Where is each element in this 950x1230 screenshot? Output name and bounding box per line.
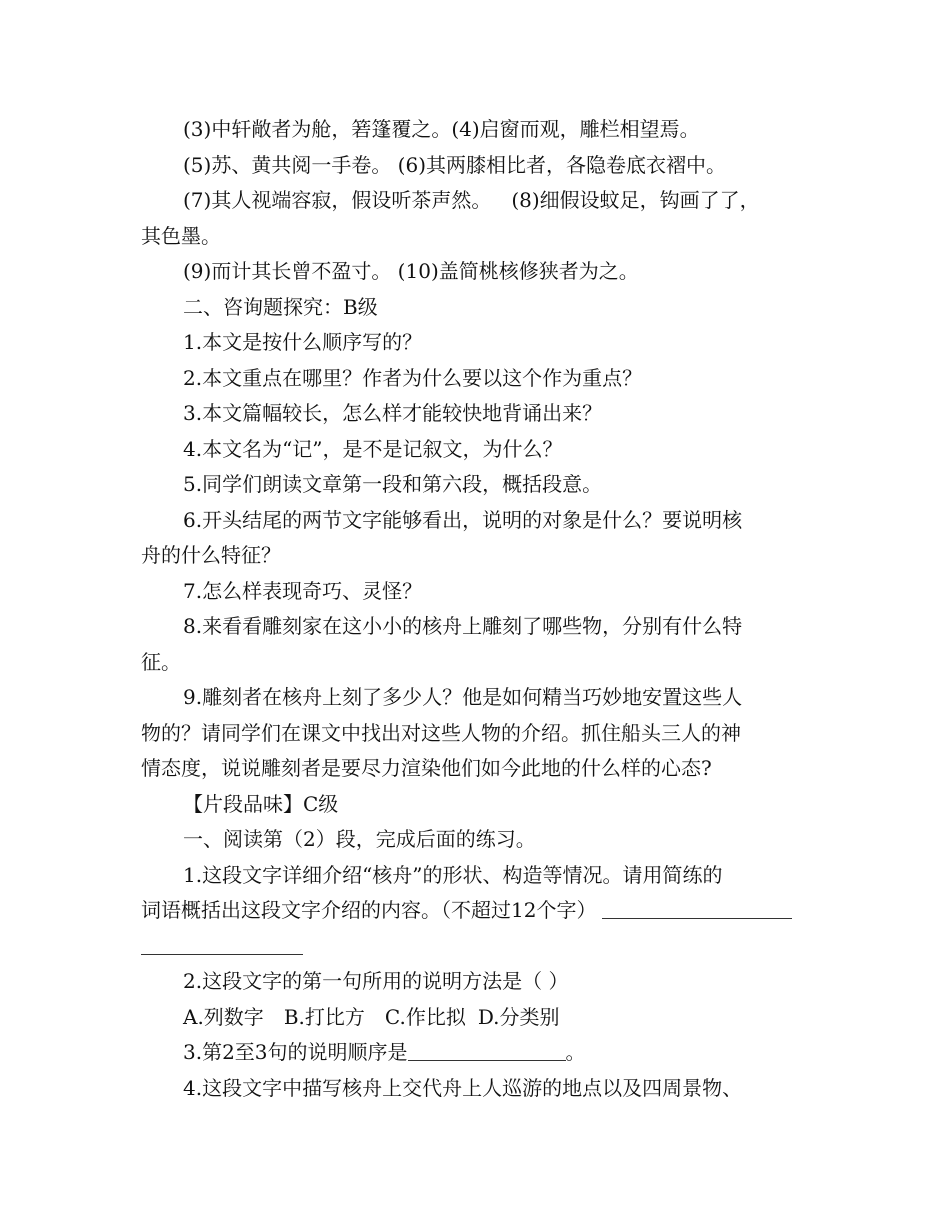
question-line (141, 716, 816, 752)
line-text: 【片段品味】C级 (183, 791, 339, 816)
option-b: B.打比方 (283, 1004, 365, 1029)
line-text: 3.本文篇幅较长，怎么样才能较快地背诵出来？ (183, 401, 603, 425)
line-text: 征。 (141, 649, 181, 674)
line-text: 4.本文名为“记”，是不是记叙文，为什么？ (183, 436, 563, 461)
line-text: 词语概括出这段文字介绍的内容。（不超过12个字） (141, 898, 597, 922)
line-text: 7.怎么样表现奇巧、灵怪？ (183, 578, 423, 603)
section-heading (141, 787, 816, 823)
line-text: 3.第2至3句的说明顺序是 (183, 1040, 408, 1064)
question-line (141, 361, 816, 397)
option-d: D.分类别 (477, 1004, 560, 1029)
line-text: 二、咨询题探究：B级 (183, 294, 378, 319)
question-line (141, 467, 816, 503)
line-text: (5)苏、黄共阅一手卷。 (6)其两膝相比者，各隐卷底衣褶中。 (183, 152, 727, 177)
text-line (141, 254, 816, 290)
section-heading (141, 822, 816, 858)
line-text: (7)其人视端容寂，假设听茶声然。 (183, 188, 492, 212)
line-text: 2.这段文字的第一句所用的说明方法是（ ） (183, 969, 569, 993)
line-text: 情态度，说说雕刻者是要尽力渲染他们如今此地的什么样的心态? (141, 756, 712, 780)
text-line (141, 183, 816, 219)
question-line (141, 396, 816, 432)
question-line (141, 964, 816, 1000)
line-text: 6.开头结尾的两节文字能够看出，说明的对象是什么？要说明核 (183, 507, 743, 532)
line-text: 2.本文重点在哪里？作者为什么要以这个作为重点？ (183, 365, 643, 390)
line-text: 一、阅读第（2）段，完成后面的练习。 (183, 827, 536, 851)
line-text: (8)细假设蚊足，钩画了了， (511, 188, 760, 212)
options-line (141, 1000, 816, 1036)
answer-blank (141, 934, 303, 955)
document-body (141, 112, 816, 1106)
line-text: 1.这段文字详细介绍“核舟”的形状、构造等情况。请用简练的 (183, 862, 723, 887)
option-a: A.列数字 (183, 1004, 264, 1029)
line-text: 舟的什么特征？ (141, 543, 281, 567)
question-line (141, 574, 816, 610)
text-line (141, 148, 816, 184)
line-text: (3)中轩敞者为舱，箬篷覆之。(4)启窗而观，雕栏相望焉。 (183, 117, 700, 141)
line-text: 8.来看看雕刻家在这小小的核舟上雕刻了哪些物，分别有什么特 (183, 614, 743, 638)
question-line (141, 645, 816, 681)
option-c: C.作比拟 (384, 1004, 466, 1029)
question-line (141, 538, 816, 574)
line-text: 4.这段文字中描写核舟上交代舟上人巡游的地点以及四周景物、 (183, 1075, 743, 1100)
text-line (141, 112, 816, 148)
answer-blank (408, 1040, 566, 1061)
question-line (141, 609, 816, 645)
question-line (141, 325, 816, 361)
line-text: (9)而计其长曾不盈寸。 (10)盖简桃核修狭者为之。 (183, 259, 639, 283)
line-text: 物的？请同学们在课文中找出对这些人物的介绍。抓住船头三人的神 (141, 720, 741, 745)
answer-blank (602, 898, 792, 919)
question-line (141, 680, 816, 716)
question-line (141, 858, 816, 894)
line-text: 。 (565, 1040, 586, 1064)
question-line (141, 1035, 816, 1071)
text-line (141, 219, 816, 255)
line-text: 5.同学们朗读文章第一段和第六段，概括段意。 (183, 472, 603, 496)
question-line (141, 893, 816, 929)
line-text: 其色墨。 (141, 223, 221, 248)
question-line (141, 751, 816, 787)
question-line (141, 432, 816, 468)
line-text: 1.本文是按什么顺序写的？ (183, 330, 423, 354)
section-heading (141, 290, 816, 326)
answer-line (141, 929, 816, 965)
question-line (141, 503, 816, 539)
question-line (141, 1071, 816, 1107)
line-text: 9.雕刻者在核舟上刻了多少人？他是如何精当巧妙地安置这些人 (183, 685, 743, 709)
